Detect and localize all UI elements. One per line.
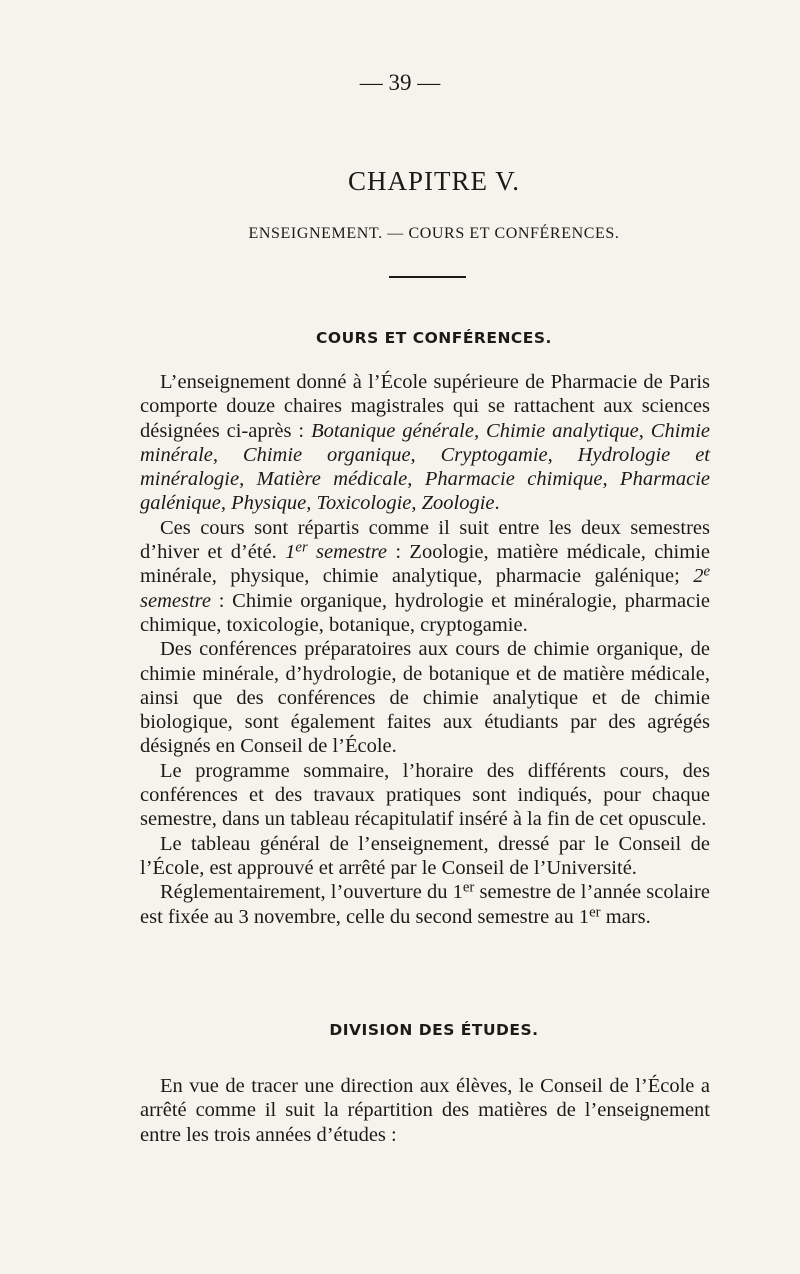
subjects-list: Botanique générale, Chimie analytique, Chimie minérale, Chimie organique, Cryptogamie, Hydrologie et minéralogie, Matière médicale, Pharmacie chimique, Pharmacie galénique, Physique, Toxicologie, Zoologie xyxy=(140,419,710,515)
section-body-cours xyxy=(140,370,710,929)
chapter-title: CHAPITRE V. xyxy=(347,166,521,196)
section-heading-cours: COURS ET CONFÉRENCES. xyxy=(316,329,552,347)
paragraph-reglement: Réglementairement, l’ouverture du 1er semestre de l’année scolaire est fixée au 3 novembre, celle du second semestre au 1er mars. xyxy=(140,879,710,928)
chapter-subtitle: ENSEIGNEMENT. — COURS ET CONFÉRENCES. xyxy=(248,225,620,242)
paragraph-conferences: Des conférences préparatoires aux cours de chimie organique, de chimie minérale, d’hydrologie, de botanique et de matière médicale, ainsi que des conférences de chimie analytique et de chimie biologique, sont également faites aux étudiants par des agrégés désignés en Conseil de l’École. xyxy=(140,638,710,758)
semester-1-subjects: : Zoologie, matière médicale, chimie minérale, physique, chimie analytique, pharmacie galénique; xyxy=(140,541,710,588)
paragraph-text: . xyxy=(494,492,500,515)
paragraph-semestres xyxy=(140,516,710,637)
semester-1-label: 1er semestre xyxy=(285,539,388,564)
section-heading-division: DIVISION DES ÉTUDES. xyxy=(329,1021,539,1039)
section-body-division xyxy=(140,1074,710,1147)
paragraph-text: Ces cours sont répartis comme il suit entre les deux semestres d’hiver et d’été. xyxy=(140,516,710,564)
paragraph-text: L’enseignement donné à l’École supérieure de Pharmacie de Paris comporte douze chaires magistrales qui se rattachent aux sciences désignées ci-après : xyxy=(140,371,710,442)
page-number: — 39 — xyxy=(359,70,441,95)
semester-2-subjects: : Chimie organique, hydrologie et minéralogie, pharmacie chimique, toxicologie, botanique, cryptogamie. xyxy=(140,589,710,636)
section-divider-rule xyxy=(389,276,466,278)
paragraph-division: En vue de tracer une direction aux élèves, le Conseil de l’École a arrêté comme il suit la répartition des matières de l’enseignement entre les trois années d’études : xyxy=(140,1075,710,1146)
paragraph-programme: Le programme sommaire, l’horaire des différents cours, des conférences et des travaux pratiques sont indiqués, pour chaque semestre, dans un tableau récapitulatif inséré à la fin de cet opuscule. xyxy=(140,759,710,831)
paragraph-chaires xyxy=(140,370,710,516)
paragraph-tableau: Le tableau général de l’enseignement, dressé par le Conseil de l’École, est approuvé et arrêté par le Conseil de l’Université. xyxy=(140,832,710,879)
semester-2-label: 2e semestre xyxy=(140,563,710,612)
